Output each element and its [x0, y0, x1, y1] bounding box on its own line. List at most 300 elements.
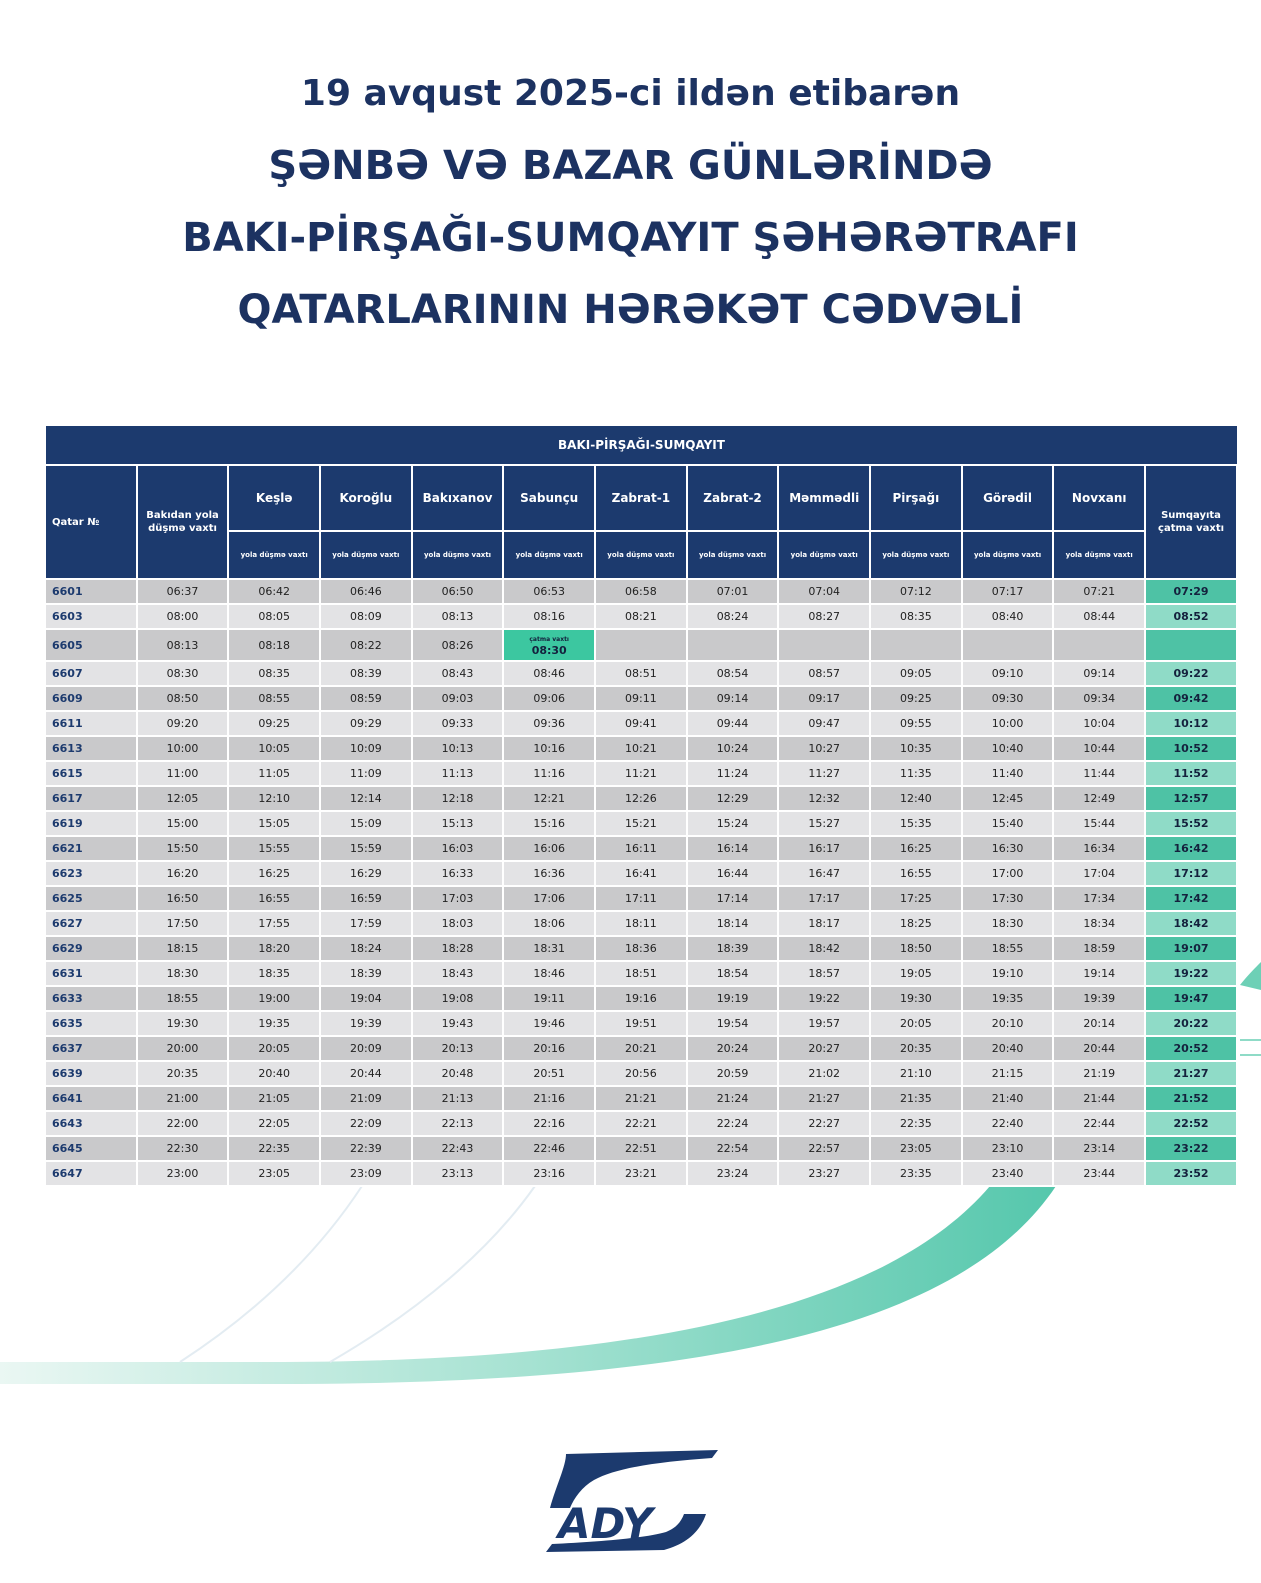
- time-cell: 22:43: [412, 1136, 504, 1161]
- time-cell: 20:56: [595, 1061, 687, 1086]
- time-cell: 09:25: [228, 711, 320, 736]
- time-cell: 09:17: [778, 686, 870, 711]
- time-cell: 19:51: [595, 1011, 687, 1036]
- table-row: [46, 786, 1237, 811]
- time-cell: 17:17: [778, 886, 870, 911]
- time-cell: 16:33: [412, 861, 504, 886]
- table-row: [46, 1136, 1237, 1161]
- time-cell: 16:11: [595, 836, 687, 861]
- time-cell: 08:40: [962, 604, 1054, 629]
- time-cell: 11:16: [503, 761, 595, 786]
- time-cell: 18:51: [595, 961, 687, 986]
- time-cell: 19:11: [503, 986, 595, 1011]
- time-cell: 11:13: [412, 761, 504, 786]
- time-cell: 18:24: [320, 936, 412, 961]
- time-cell: 19:16: [595, 986, 687, 1011]
- time-cell: 23:00: [137, 1161, 229, 1186]
- time-cell: 18:14: [687, 911, 779, 936]
- time-cell: [870, 629, 962, 661]
- arrival-time-cell: 23:22: [1145, 1136, 1237, 1161]
- station-subheader: yola düşmə vaxtı: [228, 531, 320, 579]
- table-row: [46, 604, 1237, 629]
- schedule-body: [46, 579, 1237, 1186]
- arrival-time-cell: [1145, 629, 1237, 661]
- time-cell: 18:42: [778, 936, 870, 961]
- arrival-time-cell: 09:42: [1145, 686, 1237, 711]
- ady-logo: [536, 1446, 718, 1556]
- station-subheader: yola düşmə vaxtı: [1053, 531, 1145, 579]
- time-cell: 16:44: [687, 861, 779, 886]
- time-cell: 19:57: [778, 1011, 870, 1036]
- time-cell: 22:40: [962, 1111, 1054, 1136]
- time-cell: 08:22: [320, 629, 412, 661]
- route-header: BAKI-PİRŞAĞI-SUMQAYIT: [46, 426, 1237, 465]
- time-cell: 09:20: [137, 711, 229, 736]
- time-cell: 19:00: [228, 986, 320, 1011]
- title-schedule-line: QATARLARININ HƏRƏKƏT CƏDVƏLİ: [237, 287, 1024, 333]
- time-cell: 16:29: [320, 861, 412, 886]
- time-cell: 09:11: [595, 686, 687, 711]
- arrival-time-cell: 19:47: [1145, 986, 1237, 1011]
- time-cell: 11:21: [595, 761, 687, 786]
- time-cell: 10:00: [137, 736, 229, 761]
- time-cell: 20:05: [228, 1036, 320, 1061]
- time-cell: 11:24: [687, 761, 779, 786]
- station-header: Sabunçu: [503, 465, 595, 531]
- table-row: [46, 886, 1237, 911]
- table-row: [46, 936, 1237, 961]
- arrival-time-cell: 19:07: [1145, 936, 1237, 961]
- time-cell: 16:14: [687, 836, 779, 861]
- time-cell: 08:16: [503, 604, 595, 629]
- time-cell: 09:55: [870, 711, 962, 736]
- time-cell: 20:05: [870, 1011, 962, 1036]
- train-number-header: Qatar №: [46, 465, 137, 579]
- arrival-time-cell: 21:52: [1145, 1086, 1237, 1111]
- time-cell: 10:09: [320, 736, 412, 761]
- time-cell: [778, 629, 870, 661]
- time-cell: 16:55: [228, 886, 320, 911]
- time-cell: 18:20: [228, 936, 320, 961]
- time-cell: 16:55: [870, 861, 962, 886]
- time-cell: 10:05: [228, 736, 320, 761]
- time-cell: 19:39: [320, 1011, 412, 1036]
- time-cell: 22:30: [137, 1136, 229, 1161]
- train-number-cell: 6641: [46, 1086, 137, 1111]
- time-cell: 17:14: [687, 886, 779, 911]
- table-row: [46, 961, 1237, 986]
- time-cell: 18:03: [412, 911, 504, 936]
- time-cell: 21:15: [962, 1061, 1054, 1086]
- table-row: [46, 1061, 1237, 1086]
- time-cell: 08:21: [595, 604, 687, 629]
- time-cell: 08:44: [1053, 604, 1145, 629]
- time-cell: 12:14: [320, 786, 412, 811]
- time-cell: 07:01: [687, 579, 779, 604]
- time-cell: 21:10: [870, 1061, 962, 1086]
- time-cell: 20:00: [137, 1036, 229, 1061]
- time-cell: 22:35: [870, 1111, 962, 1136]
- time-cell: 11:05: [228, 761, 320, 786]
- time-cell: 19:14: [1053, 961, 1145, 986]
- time-cell: 12:45: [962, 786, 1054, 811]
- time-cell: 12:26: [595, 786, 687, 811]
- time-cell: 17:30: [962, 886, 1054, 911]
- time-cell: 23:13: [412, 1161, 504, 1186]
- table-row: [46, 1161, 1237, 1186]
- time-cell: 22:09: [320, 1111, 412, 1136]
- time-cell: 16:50: [137, 886, 229, 911]
- time-cell: 08:55: [228, 686, 320, 711]
- time-cell: 10:04: [1053, 711, 1145, 736]
- time-cell: 22:16: [503, 1111, 595, 1136]
- station-header: Koroğlu: [320, 465, 412, 531]
- special-arrival-label: çatma vaxtı: [529, 636, 569, 643]
- time-cell: 06:58: [595, 579, 687, 604]
- station-subheader: yola düşmə vaxtı: [320, 531, 412, 579]
- station-header: Novxanı: [1053, 465, 1145, 531]
- time-cell: 22:05: [228, 1111, 320, 1136]
- arrival-time-cell: 16:42: [1145, 836, 1237, 861]
- train-number-cell: 6607: [46, 661, 137, 686]
- time-cell: 12:18: [412, 786, 504, 811]
- time-cell: 20:40: [962, 1036, 1054, 1061]
- time-cell: 19:30: [137, 1011, 229, 1036]
- arrival-time-cell: 21:27: [1145, 1061, 1237, 1086]
- time-cell: 07:04: [778, 579, 870, 604]
- time-cell: 20:24: [687, 1036, 779, 1061]
- time-cell: 21:09: [320, 1086, 412, 1111]
- table-row: [46, 811, 1237, 836]
- time-cell: 09:14: [687, 686, 779, 711]
- time-cell: 20:44: [320, 1061, 412, 1086]
- time-cell: 15:00: [137, 811, 229, 836]
- time-cell: 20:59: [687, 1061, 779, 1086]
- special-arrival-cell: [503, 629, 595, 661]
- time-cell: 21:13: [412, 1086, 504, 1111]
- time-cell: 15:27: [778, 811, 870, 836]
- time-cell: 18:30: [962, 911, 1054, 936]
- station-subheader: yola düşmə vaxtı: [870, 531, 962, 579]
- time-cell: 23:27: [778, 1161, 870, 1186]
- title-route-line: BAKI-PİRŞAĞI-SUMQAYIT ŞƏHƏRƏTRAFI: [182, 215, 1079, 261]
- arrival-time-cell: 15:52: [1145, 811, 1237, 836]
- time-cell: 19:43: [412, 1011, 504, 1036]
- time-cell: 12:29: [687, 786, 779, 811]
- time-cell: 22:00: [137, 1111, 229, 1136]
- table-row: [46, 986, 1237, 1011]
- time-cell: 15:40: [962, 811, 1054, 836]
- time-cell: 18:54: [687, 961, 779, 986]
- time-cell: 17:00: [962, 861, 1054, 886]
- time-cell: [962, 629, 1054, 661]
- arrival-time-cell: 18:42: [1145, 911, 1237, 936]
- time-cell: 10:27: [778, 736, 870, 761]
- time-cell: 08:13: [137, 629, 229, 661]
- table-row: [46, 861, 1237, 886]
- time-cell: 18:31: [503, 936, 595, 961]
- time-cell: 08:51: [595, 661, 687, 686]
- time-cell: 16:47: [778, 861, 870, 886]
- time-cell: 16:36: [503, 861, 595, 886]
- time-cell: 19:54: [687, 1011, 779, 1036]
- schedule-table-wrapper: [46, 426, 1238, 1187]
- time-cell: 19:46: [503, 1011, 595, 1036]
- time-cell: 08:50: [137, 686, 229, 711]
- time-cell: 21:24: [687, 1086, 779, 1111]
- time-cell: 23:24: [687, 1161, 779, 1186]
- time-cell: 18:46: [503, 961, 595, 986]
- time-cell: 08:57: [778, 661, 870, 686]
- train-number-cell: 6623: [46, 861, 137, 886]
- train-number-cell: 6631: [46, 961, 137, 986]
- time-cell: [595, 629, 687, 661]
- time-cell: [687, 629, 779, 661]
- time-cell: 08:43: [412, 661, 504, 686]
- arrival-time-cell: 20:22: [1145, 1011, 1237, 1036]
- time-cell: 20:35: [870, 1036, 962, 1061]
- time-cell: 11:09: [320, 761, 412, 786]
- time-cell: 11:40: [962, 761, 1054, 786]
- time-cell: 15:24: [687, 811, 779, 836]
- time-cell: 09:25: [870, 686, 962, 711]
- arrival-time-cell: 07:29: [1145, 579, 1237, 604]
- time-cell: 20:10: [962, 1011, 1054, 1036]
- train-number-cell: 6645: [46, 1136, 137, 1161]
- time-cell: 16:17: [778, 836, 870, 861]
- time-cell: 19:39: [1053, 986, 1145, 1011]
- station-header: Keşlə: [228, 465, 320, 531]
- time-cell: 21:05: [228, 1086, 320, 1111]
- time-cell: 22:39: [320, 1136, 412, 1161]
- station-header: Zabrat-1: [595, 465, 687, 531]
- time-cell: 19:22: [778, 986, 870, 1011]
- time-cell: 17:50: [137, 911, 229, 936]
- time-cell: 23:14: [1053, 1136, 1145, 1161]
- train-number-cell: 6629: [46, 936, 137, 961]
- time-cell: 09:34: [1053, 686, 1145, 711]
- time-cell: 10:00: [962, 711, 1054, 736]
- time-cell: 09:44: [687, 711, 779, 736]
- station-subheader: yola düşmə vaxtı: [595, 531, 687, 579]
- time-cell: 08:54: [687, 661, 779, 686]
- time-cell: 18:36: [595, 936, 687, 961]
- time-cell: 19:35: [962, 986, 1054, 1011]
- time-cell: 21:21: [595, 1086, 687, 1111]
- time-cell: 09:29: [320, 711, 412, 736]
- special-arrival-time: 08:30: [531, 644, 567, 657]
- time-cell: 12:10: [228, 786, 320, 811]
- time-cell: 16:06: [503, 836, 595, 861]
- time-cell: 07:21: [1053, 579, 1145, 604]
- time-cell: 18:59: [1053, 936, 1145, 961]
- time-cell: 17:11: [595, 886, 687, 911]
- arrival-time-cell: 10:52: [1145, 736, 1237, 761]
- time-cell: 22:21: [595, 1111, 687, 1136]
- time-cell: 12:49: [1053, 786, 1145, 811]
- time-cell: 09:14: [1053, 661, 1145, 686]
- station-subheader: yola düşmə vaxtı: [962, 531, 1054, 579]
- time-cell: 21:19: [1053, 1061, 1145, 1086]
- time-cell: 15:13: [412, 811, 504, 836]
- station-header: Məmmədli: [778, 465, 870, 531]
- train-number-cell: 6643: [46, 1111, 137, 1136]
- time-cell: 15:50: [137, 836, 229, 861]
- table-row: [46, 1086, 1237, 1111]
- station-header: Görədil: [962, 465, 1054, 531]
- arrival-time-cell: 10:12: [1145, 711, 1237, 736]
- station-subheader: yola düşmə vaxtı: [778, 531, 870, 579]
- time-cell: 18:30: [137, 961, 229, 986]
- time-cell: 09:41: [595, 711, 687, 736]
- time-cell: 20:51: [503, 1061, 595, 1086]
- arrival-time-cell: 17:12: [1145, 861, 1237, 886]
- time-cell: 09:33: [412, 711, 504, 736]
- train-number-cell: 6615: [46, 761, 137, 786]
- train-number-cell: 6603: [46, 604, 137, 629]
- schedule-table: [46, 426, 1238, 1187]
- train-number-cell: 6609: [46, 686, 137, 711]
- time-cell: 18:28: [412, 936, 504, 961]
- time-cell: 18:39: [320, 961, 412, 986]
- time-cell: 20:16: [503, 1036, 595, 1061]
- time-cell: 08:35: [870, 604, 962, 629]
- time-cell: 12:40: [870, 786, 962, 811]
- time-cell: 20:44: [1053, 1036, 1145, 1061]
- time-cell: 21:16: [503, 1086, 595, 1111]
- time-cell: 22:24: [687, 1111, 779, 1136]
- time-cell: 22:54: [687, 1136, 779, 1161]
- time-cell: 16:41: [595, 861, 687, 886]
- time-cell: 22:44: [1053, 1111, 1145, 1136]
- time-cell: 08:24: [687, 604, 779, 629]
- time-cell: 22:35: [228, 1136, 320, 1161]
- time-cell: 10:21: [595, 736, 687, 761]
- time-cell: 18:55: [137, 986, 229, 1011]
- time-cell: 12:32: [778, 786, 870, 811]
- table-row: [46, 629, 1237, 661]
- time-cell: 20:13: [412, 1036, 504, 1061]
- time-cell: 22:51: [595, 1136, 687, 1161]
- time-cell: 06:53: [503, 579, 595, 604]
- train-number-cell: 6625: [46, 886, 137, 911]
- time-cell: [1053, 629, 1145, 661]
- station-subheader: yola düşmə vaxtı: [503, 531, 595, 579]
- time-cell: 10:40: [962, 736, 1054, 761]
- train-number-cell: 6637: [46, 1036, 137, 1061]
- time-cell: 23:40: [962, 1161, 1054, 1186]
- time-cell: 18:15: [137, 936, 229, 961]
- time-cell: 18:17: [778, 911, 870, 936]
- arrival-time-cell: 20:52: [1145, 1036, 1237, 1061]
- time-cell: 17:34: [1053, 886, 1145, 911]
- time-cell: 15:05: [228, 811, 320, 836]
- arrival-time-cell: 08:52: [1145, 604, 1237, 629]
- train-number-cell: 6621: [46, 836, 137, 861]
- time-cell: 15:35: [870, 811, 962, 836]
- time-cell: 16:25: [228, 861, 320, 886]
- time-cell: 20:21: [595, 1036, 687, 1061]
- time-cell: 11:35: [870, 761, 962, 786]
- time-cell: 10:13: [412, 736, 504, 761]
- time-cell: 23:21: [595, 1161, 687, 1186]
- train-number-cell: 6617: [46, 786, 137, 811]
- time-cell: 15:09: [320, 811, 412, 836]
- time-cell: 22:27: [778, 1111, 870, 1136]
- train-number-cell: 6635: [46, 1011, 137, 1036]
- time-cell: 09:36: [503, 711, 595, 736]
- time-cell: 18:57: [778, 961, 870, 986]
- arrival-time-cell: 11:52: [1145, 761, 1237, 786]
- time-cell: 20:09: [320, 1036, 412, 1061]
- time-cell: 15:21: [595, 811, 687, 836]
- table-row: [46, 911, 1237, 936]
- time-cell: 19:35: [228, 1011, 320, 1036]
- station-header: Bakıxanov: [412, 465, 504, 531]
- time-cell: 20:48: [412, 1061, 504, 1086]
- time-cell: 17:03: [412, 886, 504, 911]
- time-cell: 09:30: [962, 686, 1054, 711]
- time-cell: 17:55: [228, 911, 320, 936]
- time-cell: 22:13: [412, 1111, 504, 1136]
- time-cell: 08:46: [503, 661, 595, 686]
- train-number-cell: 6611: [46, 711, 137, 736]
- time-cell: 22:57: [778, 1136, 870, 1161]
- time-cell: 16:03: [412, 836, 504, 861]
- table-row: [46, 579, 1237, 604]
- station-subheader: yola düşmə vaxtı: [687, 531, 779, 579]
- train-number-cell: 6613: [46, 736, 137, 761]
- time-cell: 19:10: [962, 961, 1054, 986]
- time-cell: 08:30: [137, 661, 229, 686]
- arrival-time-cell: 22:52: [1145, 1111, 1237, 1136]
- time-cell: 21:02: [778, 1061, 870, 1086]
- train-number-cell: 6605: [46, 629, 137, 661]
- time-cell: 09:03: [412, 686, 504, 711]
- time-cell: 18:06: [503, 911, 595, 936]
- time-cell: 19:08: [412, 986, 504, 1011]
- table-row: [46, 761, 1237, 786]
- title-days-line: ŞƏNBƏ VƏ BAZAR GÜNLƏRİNDƏ: [268, 143, 993, 189]
- table-row: [46, 1011, 1237, 1036]
- station-header: Zabrat-2: [687, 465, 779, 531]
- time-cell: 21:40: [962, 1086, 1054, 1111]
- time-cell: 15:55: [228, 836, 320, 861]
- time-cell: 10:44: [1053, 736, 1145, 761]
- time-cell: 20:14: [1053, 1011, 1145, 1036]
- time-cell: 08:27: [778, 604, 870, 629]
- time-cell: 08:59: [320, 686, 412, 711]
- time-cell: 06:42: [228, 579, 320, 604]
- time-cell: 12:21: [503, 786, 595, 811]
- train-number-cell: 6633: [46, 986, 137, 1011]
- time-cell: 08:26: [412, 629, 504, 661]
- time-cell: 18:50: [870, 936, 962, 961]
- time-cell: 10:35: [870, 736, 962, 761]
- time-cell: 08:00: [137, 604, 229, 629]
- baku-departure-header: Bakıdan yola düşmə vaxtı: [137, 465, 229, 579]
- time-cell: 06:46: [320, 579, 412, 604]
- time-cell: 08:35: [228, 661, 320, 686]
- time-cell: 18:43: [412, 961, 504, 986]
- time-cell: 07:17: [962, 579, 1054, 604]
- time-cell: 08:39: [320, 661, 412, 686]
- time-cell: 22:46: [503, 1136, 595, 1161]
- time-cell: 19:19: [687, 986, 779, 1011]
- train-number-cell: 6647: [46, 1161, 137, 1186]
- time-cell: 15:44: [1053, 811, 1145, 836]
- time-cell: 08:05: [228, 604, 320, 629]
